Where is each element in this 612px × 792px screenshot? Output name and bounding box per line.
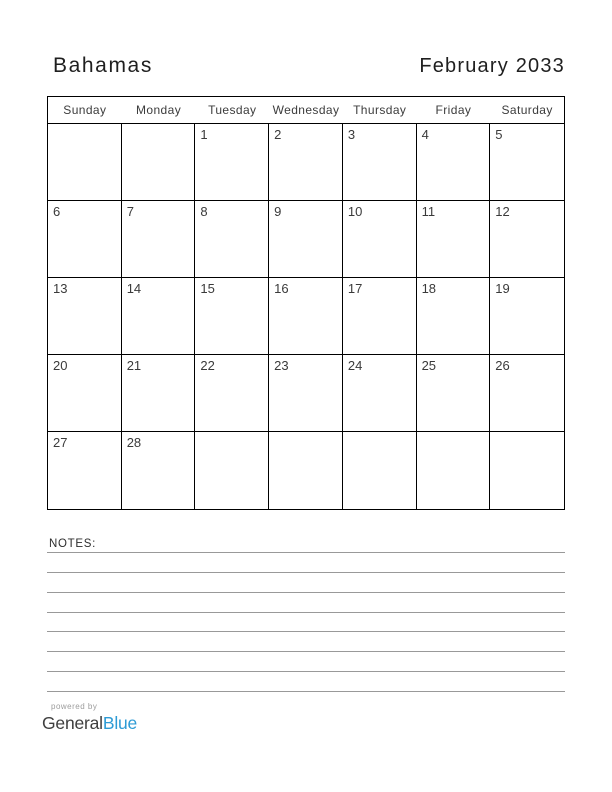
page-title: Bahamas [53,54,153,77]
note-line [47,553,565,573]
day-cell: 1 [195,124,269,201]
empty-day-cell [122,124,196,201]
day-cell: 22 [195,355,269,432]
weekday-label: Monday [136,103,182,117]
weekday-header-row [48,97,564,124]
calendar-body [48,124,564,509]
empty-day-cell [490,432,564,509]
day-cell: 26 [490,355,564,432]
empty-day-cell [269,432,343,509]
day-cell: 10 [343,201,417,278]
day-cell: 3 [343,124,417,201]
notes-lines [47,533,565,692]
notes-section [47,533,565,692]
note-line [47,573,565,593]
brand-footer [42,702,137,734]
note-line [47,632,565,652]
day-cell: 14 [122,278,196,355]
note-line [47,533,565,553]
day-cell: 6 [48,201,122,278]
day-cell: 18 [417,278,491,355]
day-cell: 13 [48,278,122,355]
day-cell: 17 [343,278,417,355]
note-line [47,672,565,692]
day-cell: 23 [269,355,343,432]
page-header [47,54,565,78]
day-cell: 12 [490,201,564,278]
calendar-grid [47,96,565,510]
empty-day-cell [417,432,491,509]
weekday-label: Wednesday [272,103,340,117]
day-cell: 28 [122,432,196,509]
weekday-label: Tuesday [208,103,257,117]
day-cell: 2 [269,124,343,201]
note-line [47,652,565,672]
brand-blue-text: Blue [102,713,138,733]
day-cell: 21 [122,355,196,432]
weekday-label: Sunday [63,103,107,117]
month-year-title: February 2033 [419,55,565,77]
weekday-label: Saturday [501,103,553,117]
day-cell: 27 [48,432,122,509]
day-cell: 5 [490,124,564,201]
day-cell: 20 [48,355,122,432]
day-cell: 9 [269,201,343,278]
weekday-label: Friday [435,103,472,117]
note-line [47,613,565,633]
day-cell: 15 [195,278,269,355]
day-cell: 8 [195,201,269,278]
note-line [47,593,565,613]
day-cell: 16 [269,278,343,355]
day-cell: 11 [417,201,491,278]
empty-day-cell [195,432,269,509]
weekday-label: Thursday [353,103,407,117]
day-cell: 19 [490,278,564,355]
day-cell: 24 [343,355,417,432]
empty-day-cell [48,124,122,201]
notes-label: NOTES: [49,538,97,550]
powered-by-text: powered by [51,702,98,711]
day-cell: 7 [122,201,196,278]
brand-general-text: General [42,713,103,733]
day-cell: 4 [417,124,491,201]
empty-day-cell [343,432,417,509]
general-blue-logo [42,713,137,734]
day-cell: 25 [417,355,491,432]
